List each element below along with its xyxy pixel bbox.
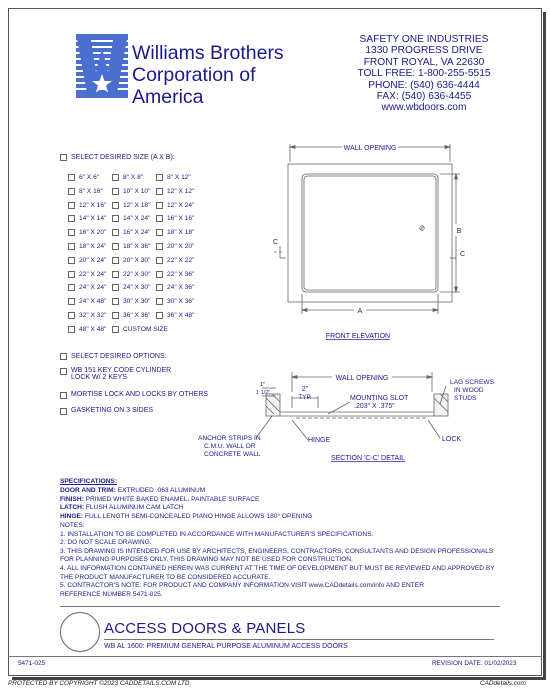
size-label: 20" X 30" xyxy=(123,256,151,264)
size-option[interactable] xyxy=(156,257,194,264)
anchor-strips-label-2: C.M.U. WALL OR xyxy=(204,443,256,450)
size-checkbox[interactable] xyxy=(112,271,119,278)
size-label: 14" X 14" xyxy=(79,215,107,223)
size-label: 30" X 36" xyxy=(167,298,195,306)
size-label: 18" X 18" xyxy=(167,229,195,237)
size-option[interactable] xyxy=(112,229,150,236)
size-label: 8" X 12" xyxy=(167,174,191,181)
size-option[interactable] xyxy=(156,284,194,291)
size-checkbox[interactable] xyxy=(112,298,119,305)
size-label: 20" X 20" xyxy=(167,243,195,250)
company-name-line: Williams Brothers xyxy=(132,42,284,64)
contact-line: SAFETY ONE INDUSTRIES xyxy=(359,34,489,45)
title-block-circle xyxy=(60,612,100,652)
note-line: 1. INSTALLATION TO BE COMPLETED IN ACCORDANCE WITH MANUFACTURER'S SPECIFICATIONS. xyxy=(60,530,374,538)
notes-block xyxy=(60,522,500,599)
size-checkbox[interactable] xyxy=(68,312,75,319)
size-option[interactable] xyxy=(112,326,168,333)
size-option[interactable] xyxy=(156,202,194,209)
size-checkbox[interactable] xyxy=(112,243,119,250)
size-option[interactable] xyxy=(112,284,150,291)
lock-label: LOCK xyxy=(442,436,462,443)
size-checkbox[interactable] xyxy=(68,298,75,305)
title-underline xyxy=(104,639,494,640)
option-label: GASKETING ON 3 SIDES xyxy=(71,407,154,414)
size-label: 12" X 12" xyxy=(167,187,195,195)
size-option[interactable] xyxy=(112,188,150,195)
copyright-notice: PROTECTED BY COPYRIGHT ©2023 CADDETAILS.COM LTD. xyxy=(8,680,192,687)
option-key-cylinder[interactable] xyxy=(60,367,171,381)
lag-screws-label: LAG SCREWS xyxy=(450,379,494,386)
notes-heading: NOTES: xyxy=(60,522,85,529)
options-heading xyxy=(60,353,167,360)
contact-line: TOLL FREE: 1-800-255-5515 xyxy=(357,68,491,80)
size-label: 16" X 20" xyxy=(79,229,107,237)
size-label: 8" X 16" xyxy=(79,187,103,195)
section-title: SECTION 'C-C' DETAIL xyxy=(330,455,406,462)
size-option[interactable] xyxy=(112,312,150,319)
size-label: 22" X 22" xyxy=(167,256,195,264)
size-option[interactable] xyxy=(156,215,194,222)
size-label: 20" X 24" xyxy=(79,256,107,264)
dim-b-label: B xyxy=(456,228,462,235)
contact-line: FRONT ROYAL, VA 22630 xyxy=(363,56,485,68)
size-label: CUSTOM SIZE xyxy=(123,325,168,333)
options-heading-label: SELECT DESIRED OPTIONS: xyxy=(71,353,167,360)
size-checkbox[interactable] xyxy=(156,202,163,209)
spec-row xyxy=(60,513,312,522)
size-option[interactable] xyxy=(68,257,106,264)
front-elevation-title: FRONT ELEVATION xyxy=(325,333,391,340)
size-label: 22" X 36" xyxy=(167,270,195,278)
size-label: 22" X 30" xyxy=(123,270,151,278)
section-detail-drawing xyxy=(196,368,494,468)
option-label: WB 151 KEY CODE CYLINDER xyxy=(71,367,172,374)
dim-a-label: A xyxy=(357,308,363,315)
size-label: 12" X 16" xyxy=(79,201,107,209)
company-name-line: Corporation of xyxy=(132,64,256,86)
section-c-left-label: C xyxy=(273,239,279,246)
size-label: 48" X 48" xyxy=(79,325,107,333)
mounting-slot-label: MOUNTING SLOT xyxy=(350,395,409,402)
option-checkbox[interactable] xyxy=(60,392,67,399)
sheet-title: ACCESS DOORS & PANELS xyxy=(104,620,306,637)
size-checkbox[interactable] xyxy=(112,229,119,236)
size-label: 24" X 24" xyxy=(79,284,107,292)
spec-label: HINGE: xyxy=(60,512,84,520)
note-line: THE PRODUCT MANUFACTURER TO BE CONSIDERED ACCURATE. xyxy=(60,573,271,581)
options-heading-checkbox[interactable] xyxy=(60,353,67,360)
size-checkbox[interactable] xyxy=(68,202,75,209)
size-label: 24" X 30" xyxy=(123,284,151,292)
size-option[interactable] xyxy=(112,271,150,278)
note-line: REFERENCE NUMBER 5471-025. xyxy=(60,590,163,598)
size-label: 12" X 18" xyxy=(123,201,151,209)
size-checkbox[interactable] xyxy=(112,174,119,181)
reference-number: 5471-025 xyxy=(18,660,46,667)
company-name xyxy=(132,42,332,108)
size-label: 24" X 48" xyxy=(79,298,107,306)
wall-opening-label: WALL OPENING xyxy=(343,145,397,152)
size-option[interactable] xyxy=(68,298,106,305)
size-checkbox[interactable] xyxy=(112,257,119,264)
size-option[interactable] xyxy=(156,312,194,319)
note-line: 5. CONTRACTOR'S NOTE: FOR PRODUCT AND COMPANY INFORMATION VISIT www.CADdetails.com/info AND ENTER xyxy=(60,582,424,590)
spec-value: EXTRUDED .063 ALUMINUM xyxy=(115,487,206,494)
size-label: 22" X 24" xyxy=(79,270,107,278)
option-label-line2: LOCK W/ 2 KEYS xyxy=(71,374,128,381)
spec-value: PRIMED WHITE BAKED ENAMEL, PAINTABLE SURFACE xyxy=(83,495,260,503)
option-mortise-lock[interactable] xyxy=(60,391,208,399)
size-label: 16" X 24" xyxy=(123,229,151,237)
size-option[interactable] xyxy=(68,326,106,333)
size-option[interactable] xyxy=(156,229,194,236)
size-checkbox[interactable] xyxy=(68,174,75,181)
size-heading xyxy=(60,154,175,161)
note-line: FOR PLANNING PURPOSES ONLY. THIS DRAWING MAY NOT BE USED FOR CONSTRUCTION. xyxy=(60,556,353,564)
size-option[interactable] xyxy=(68,243,106,250)
size-checkbox[interactable] xyxy=(156,215,163,222)
size-checkbox[interactable] xyxy=(156,174,163,181)
size-label: 24" X 36" xyxy=(167,284,195,292)
contact-block xyxy=(334,34,514,114)
size-option[interactable] xyxy=(68,215,106,222)
size-label: 30" X 30" xyxy=(123,298,151,306)
spec-label: FINISH: xyxy=(60,495,84,503)
caddetails-link[interactable]: CADdetails.com xyxy=(480,680,526,687)
size-checkbox[interactable] xyxy=(68,271,75,278)
sheet-subtitle: WB AL 1600: PREMIUM GENERAL PURPOSE ALUMINUM ACCESS DOORS xyxy=(104,643,348,650)
company-name-line: America xyxy=(132,86,204,108)
size-option[interactable] xyxy=(156,298,194,305)
revision-date: REVISION DATE: 01/02/2023 xyxy=(432,660,517,667)
size-checkbox[interactable] xyxy=(68,243,75,250)
spec-value: FLUSH ALUMINUM CAM LATCH xyxy=(84,504,184,512)
size-checkbox[interactable] xyxy=(68,229,75,236)
size-checkbox[interactable] xyxy=(156,271,163,278)
size-checkbox[interactable] xyxy=(68,257,75,264)
spec-label: LATCH: xyxy=(60,504,85,512)
option-checkbox[interactable] xyxy=(60,408,67,415)
dim-2in-label: 2" xyxy=(301,386,309,393)
size-checkbox[interactable] xyxy=(68,215,75,222)
size-checkbox[interactable] xyxy=(112,326,119,333)
option-checkbox[interactable] xyxy=(60,368,67,375)
section-wall-opening-label: WALL OPENING xyxy=(335,375,389,382)
size-checkbox[interactable] xyxy=(112,312,119,319)
spec-value: FULL LENGTH SEMI-CONCEALED PIANO HINGE ALLOWS 180° OPENING xyxy=(83,512,313,520)
lag-screws-label-2: IN WOOD xyxy=(454,387,484,394)
size-option[interactable] xyxy=(68,271,106,278)
typ-label: TYP. xyxy=(298,394,312,401)
website-link[interactable]: www.wbdoors.com xyxy=(381,102,467,114)
size-option[interactable] xyxy=(112,298,150,305)
size-option[interactable] xyxy=(156,243,194,250)
small-dim-2-label: 1 1/2" xyxy=(256,390,271,396)
contact-line: PHONE: (540) 636-4444 xyxy=(368,79,480,91)
size-checkbox[interactable] xyxy=(112,188,119,195)
size-option[interactable] xyxy=(112,257,150,264)
title-block-divider xyxy=(60,606,500,607)
option-gasketing[interactable] xyxy=(60,407,153,415)
section-c-right-label: C xyxy=(460,251,466,258)
size-checkbox[interactable] xyxy=(156,188,163,195)
note-line: 3. THIS DRAWING IS INTENDED FOR USE BY ARCHITECTS, ENGINEERS, CONTRACTORS, CONSULTANTS AND DESIGN PROFESSIONALS xyxy=(60,547,494,555)
size-label: 14" X 24" xyxy=(123,215,151,223)
size-checkbox[interactable] xyxy=(112,215,119,222)
size-option[interactable] xyxy=(68,174,99,181)
size-option[interactable] xyxy=(156,174,191,181)
hinge-label: HINGE xyxy=(308,437,331,444)
spec-row xyxy=(60,487,205,496)
spec-row xyxy=(60,496,259,505)
size-label: 36" X 48" xyxy=(167,312,195,319)
size-label: 32" X 32" xyxy=(79,312,107,319)
size-label: 16" X 16" xyxy=(167,215,195,223)
note-line: 2. DO NOT SCALE DRAWING. xyxy=(60,539,152,547)
size-option[interactable] xyxy=(156,271,194,278)
size-option[interactable] xyxy=(68,229,106,236)
wb-logo-icon xyxy=(76,34,128,98)
mounting-slot-size-label: .203" X .375" xyxy=(354,403,395,410)
option-label: MORTISE LOCK AND LOCKS BY OTHERS xyxy=(71,391,209,398)
size-label: 8" X 8" xyxy=(123,174,144,181)
size-checkbox[interactable] xyxy=(68,326,75,333)
front-elevation-drawing xyxy=(270,134,480,344)
small-dim-1-label: 1" xyxy=(260,382,266,388)
size-checkbox[interactable] xyxy=(156,312,163,319)
size-checkbox[interactable] xyxy=(156,243,163,250)
size-option[interactable] xyxy=(68,202,106,209)
size-label: 12" X 24" xyxy=(167,201,195,209)
size-option[interactable] xyxy=(68,188,103,195)
size-option[interactable] xyxy=(112,243,150,250)
size-heading-label: SELECT DESIRED SIZE (A X B): xyxy=(71,154,175,161)
size-label: 18" X 36" xyxy=(123,243,151,250)
spec-row xyxy=(60,504,184,513)
size-option[interactable] xyxy=(112,202,150,209)
size-option[interactable] xyxy=(156,188,194,195)
size-heading-checkbox[interactable] xyxy=(60,154,67,161)
note-line: 4. ALL INFORMATION CONTAINED HEREIN WAS CURRENT AT THE TIME OF DEVELOPMENT BUT MUST BE REVIEWED AND APPROVED BY xyxy=(60,564,495,572)
size-label: 6" X 6" xyxy=(79,174,100,181)
anchor-strips-label: ANCHOR STRIPS IN xyxy=(198,435,261,442)
contact-line: 1330 PROGRESS DRIVE xyxy=(365,45,483,57)
size-checkbox[interactable] xyxy=(112,202,119,209)
size-option[interactable] xyxy=(112,215,150,222)
size-label: 18" X 24" xyxy=(79,243,107,250)
size-checkbox[interactable] xyxy=(156,284,163,291)
size-checkbox[interactable] xyxy=(112,284,119,291)
size-checkbox[interactable] xyxy=(156,298,163,305)
size-checkbox[interactable] xyxy=(68,284,75,291)
lag-screws-label-3: STUDS xyxy=(454,395,477,402)
size-option[interactable] xyxy=(68,284,106,291)
specs-heading: SPECIFICATIONS: xyxy=(60,478,118,485)
size-checkbox[interactable] xyxy=(156,257,163,264)
footer-divider xyxy=(8,656,542,657)
size-label: 10" X 10" xyxy=(123,187,151,195)
size-option[interactable] xyxy=(112,174,143,181)
size-option[interactable] xyxy=(68,312,106,319)
contact-line: FAX: (540) 636-4455 xyxy=(376,91,472,103)
anchor-strips-label-3: CONCRETE WALL xyxy=(204,451,261,458)
size-label: 36" X 36" xyxy=(123,312,151,319)
size-checkbox[interactable] xyxy=(156,229,163,236)
spec-label: DOOR AND TRIM: xyxy=(60,487,116,494)
size-checkbox[interactable] xyxy=(68,188,75,195)
